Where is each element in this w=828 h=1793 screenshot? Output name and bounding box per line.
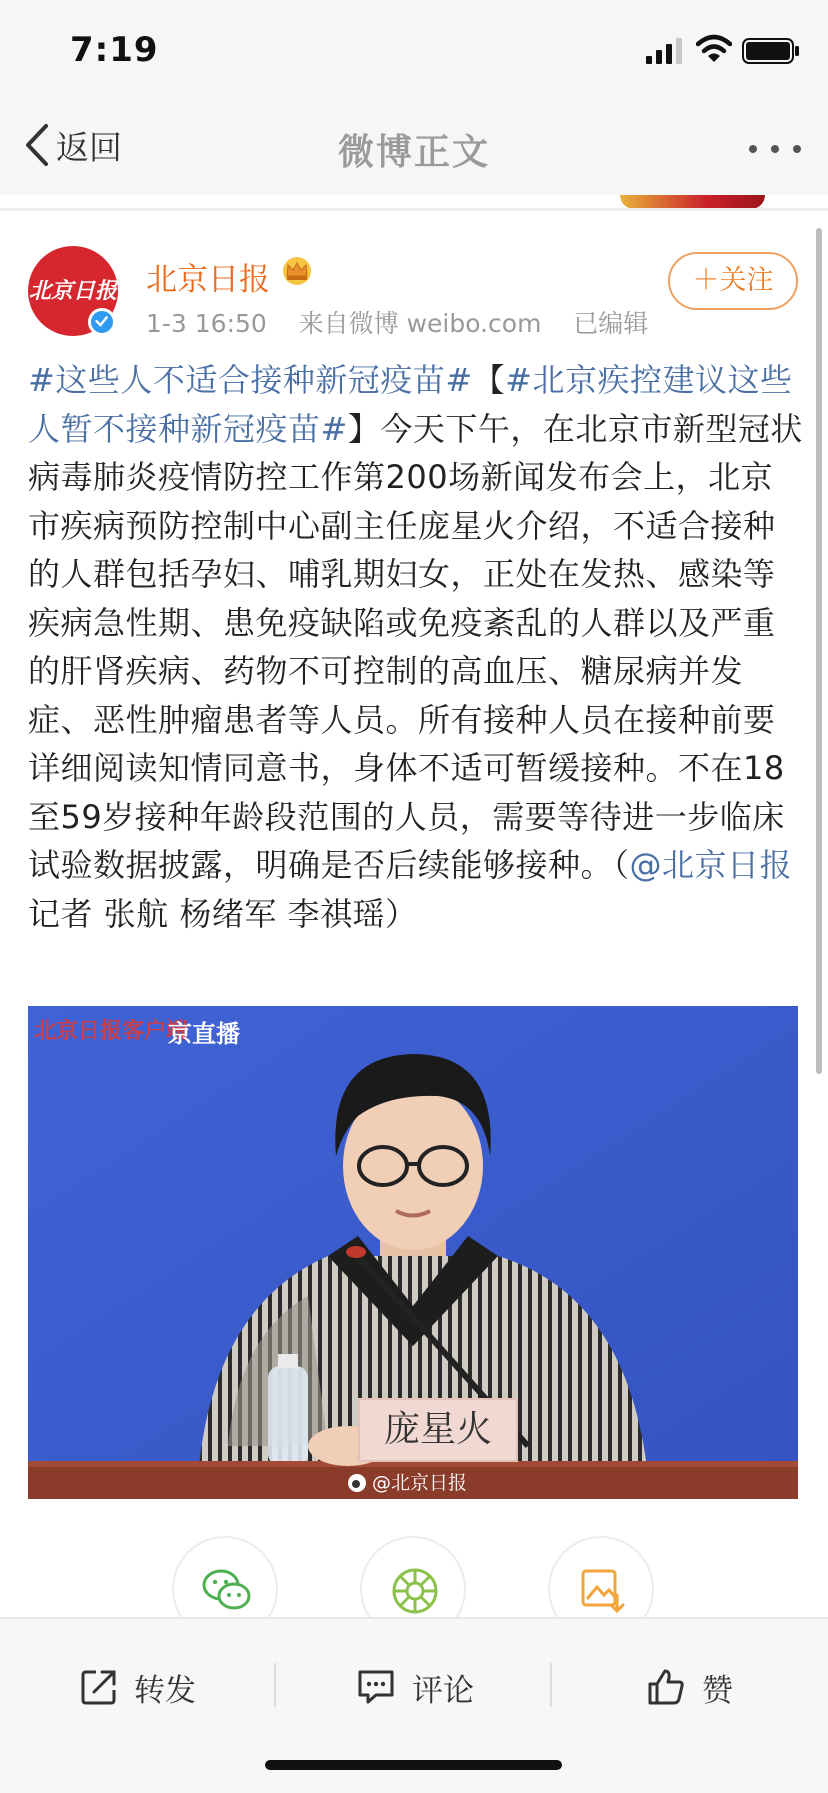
post-body bbox=[28, 356, 804, 938]
divider bbox=[0, 208, 828, 211]
repost-label: 转发 bbox=[134, 1672, 196, 1709]
save-image-icon bbox=[577, 1565, 629, 1617]
comment-icon bbox=[356, 1668, 396, 1706]
moments-icon bbox=[389, 1565, 441, 1617]
repost-icon bbox=[80, 1668, 118, 1706]
status-time: 7:19 bbox=[70, 30, 159, 70]
repost-button[interactable] bbox=[80, 1657, 196, 1717]
edited-label: 已编辑 bbox=[573, 309, 649, 338]
bracket-open: 【 bbox=[472, 361, 506, 399]
toolbar-divider bbox=[274, 1663, 276, 1707]
topic-link-2[interactable]: #北京疾控建议这些人暂不接种新冠疫苗# bbox=[28, 361, 793, 448]
nav-bar bbox=[0, 100, 828, 195]
nameplate: 庞星火 bbox=[358, 1398, 518, 1462]
wifi-icon bbox=[696, 34, 732, 64]
comment-label: 评论 bbox=[412, 1672, 474, 1709]
image-overlay-live: 京直播 bbox=[168, 1020, 240, 1048]
author-name[interactable]: 北京日报 bbox=[146, 262, 270, 298]
verified-badge-icon bbox=[88, 308, 116, 336]
crown-badge-icon[interactable] bbox=[280, 256, 314, 286]
post-source: 来自微博 weibo.com bbox=[298, 309, 542, 338]
post-time: 1-3 16:50 bbox=[146, 309, 267, 338]
page-title: 微博正文 bbox=[337, 132, 490, 173]
post-tail-text: 记者 张航 杨绪军 李祺瑶） bbox=[28, 894, 418, 933]
follow-button[interactable]: ＋关注 bbox=[668, 252, 798, 310]
image-watermark: @北京日报 bbox=[346, 1468, 467, 1495]
post-image[interactable] bbox=[28, 1006, 798, 1499]
cellular-signal-icon bbox=[646, 38, 686, 64]
status-bar bbox=[0, 0, 828, 100]
avatar-logo-text: 北京日报 bbox=[28, 278, 117, 304]
battery-icon bbox=[742, 38, 800, 64]
mention-link[interactable]: @北京日报 bbox=[629, 846, 793, 884]
post-body-text: 】今天下午，在北京市新型冠状病毒肺炎疫情防控工作第200场新闻发布会上，北京市疾病预防控制中心副主任庞星火介绍，不适合接种的人群包括孕妇、哺乳期妇女，正处在发热、感染等疾病急性期、患免疫缺陷或免疫紊乱的人群以及严重的肝肾疾病、药物不可控制的高血压、糖尿病并发症、恶性肿瘤患者等人员。所有接种人员在接种前要详细阅读知情同意书，身体不适可暂缓接种。不在18至59岁接种年龄段范围的人员，需要等待进一步临床试验数据披露，明确是否后续能够接种。（ bbox=[28, 409, 803, 884]
toolbar-divider bbox=[550, 1663, 552, 1707]
home-indicator[interactable] bbox=[265, 1760, 562, 1770]
comment-button[interactable] bbox=[356, 1657, 474, 1717]
thumbs-up-icon bbox=[646, 1667, 686, 1707]
topic-link-1[interactable]: #这些人不适合接种新冠疫苗# bbox=[28, 361, 473, 399]
weibo-logo-icon bbox=[346, 1471, 368, 1493]
like-button[interactable] bbox=[646, 1657, 733, 1717]
like-label: 赞 bbox=[702, 1672, 733, 1709]
wechat-icon bbox=[201, 1565, 253, 1617]
scrollbar[interactable] bbox=[816, 228, 822, 1074]
image-overlay-client: 北京日报客户端 bbox=[34, 1019, 189, 1044]
back-label: 返回 bbox=[56, 127, 122, 167]
banner-decoration bbox=[620, 195, 765, 209]
more-options-button[interactable] bbox=[745, 143, 805, 157]
more-dots-icon bbox=[749, 145, 757, 153]
post-meta bbox=[146, 304, 648, 340]
